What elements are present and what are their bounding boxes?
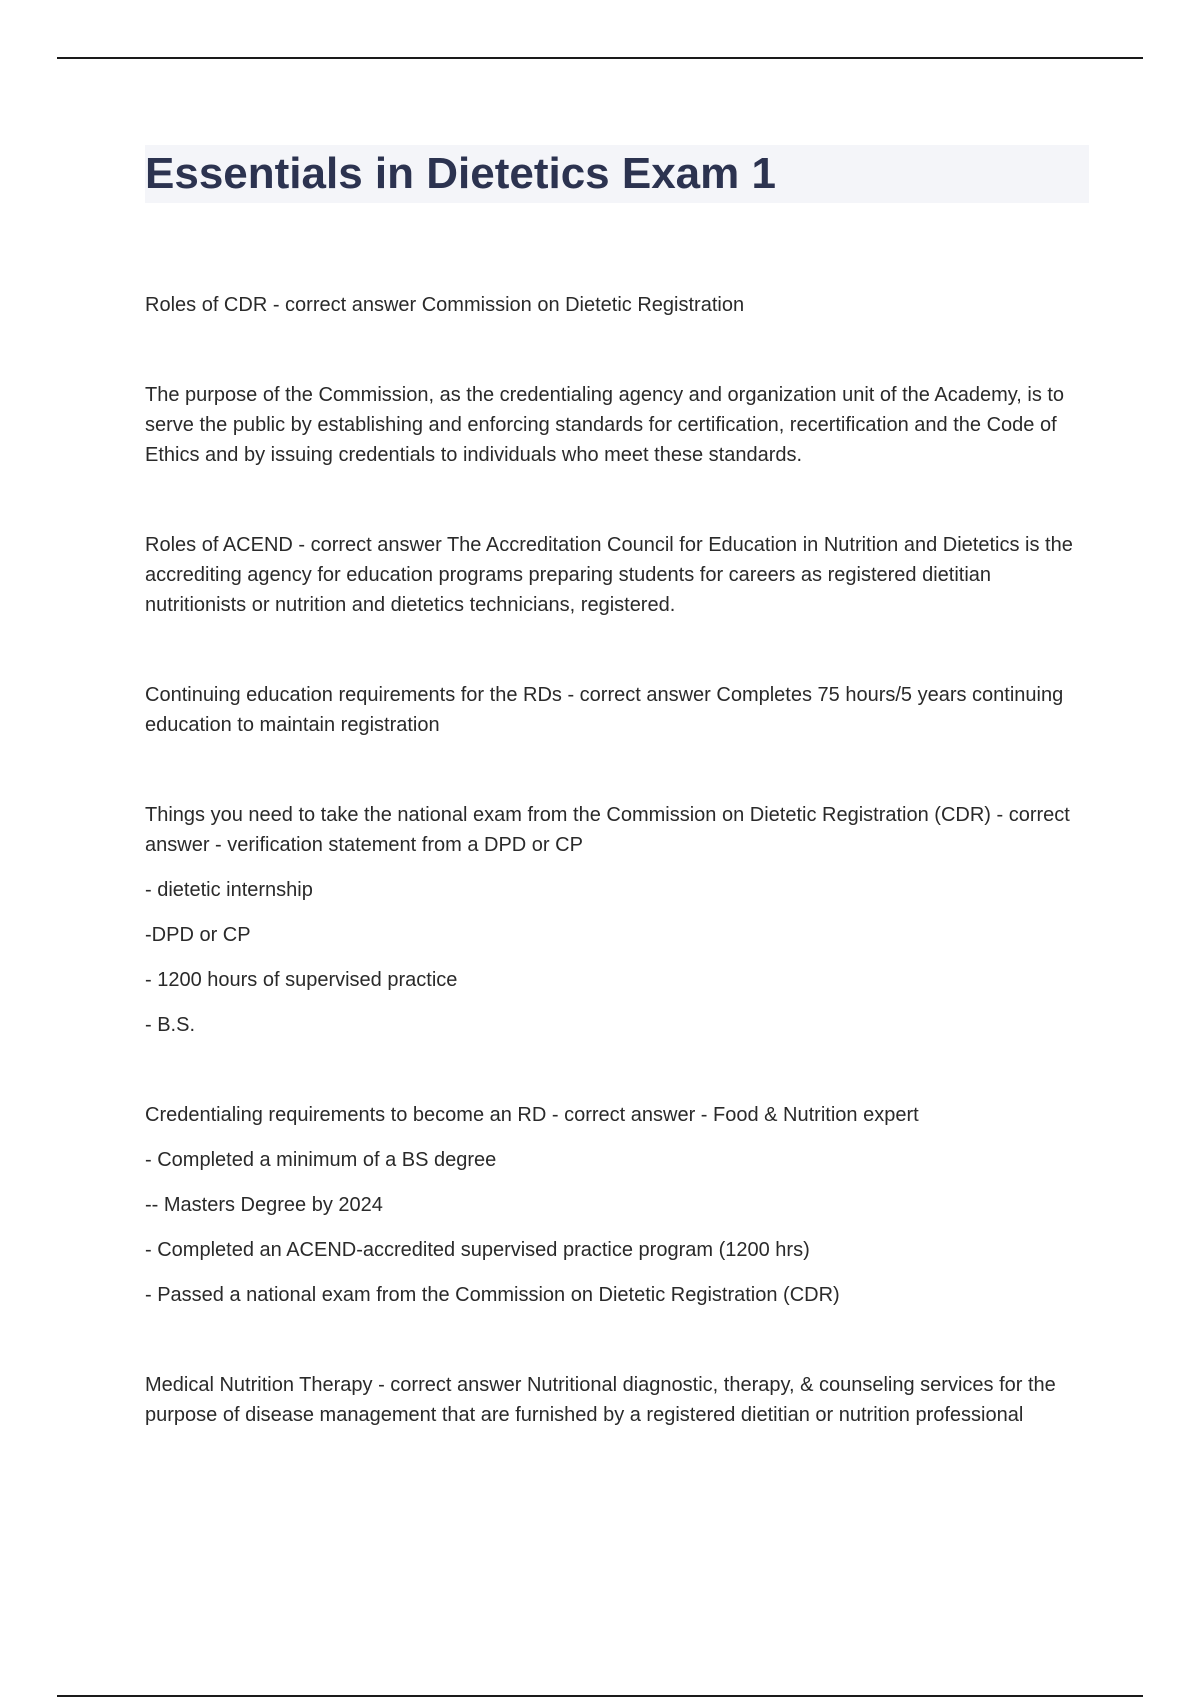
list-item: -- Masters Degree by 2024 xyxy=(145,1194,383,1216)
list-item: - Completed an ACEND-accredited supervised practice program (1200 hrs) xyxy=(145,1239,810,1261)
list-item: - dietetic internship xyxy=(145,879,313,901)
list-item: - B.S. xyxy=(145,1014,196,1036)
entry-text: Medical Nutrition Therapy - correct answer Nutritional diagnostic, therapy, & counseling services for the purpose of disease management that are furnished by a registered dietitian or nutrition professional xyxy=(145,1374,1056,1426)
qa-entry xyxy=(145,530,1090,620)
header-rule xyxy=(57,57,1143,59)
entry-text: Credentialing requirements to become an RD - correct answer - Food & Nutrition expert xyxy=(145,1104,919,1126)
title-banner xyxy=(145,145,1089,203)
entry-text: Roles of ACEND - correct answer The Accreditation Council for Education in Nutrition and Dietetics is the accrediting agency for education programs preparing students for careers as registered dietitian nutritionists or nutrition and dietetics technicians, registered. xyxy=(145,534,1073,616)
qa-entry xyxy=(145,290,1090,320)
entry-text: Things you need to take the national exam from the Commission on Dietetic Registration (CDR) - correct answer - verification statement from a DPD or CP xyxy=(145,804,1070,856)
qa-entry xyxy=(145,1100,1090,1310)
document-body xyxy=(145,290,1090,1490)
footer-rule xyxy=(57,1695,1143,1697)
entry-text: Roles of CDR - correct answer Commission on Dietetic Registration xyxy=(145,294,745,316)
qa-entry xyxy=(145,680,1090,740)
list-item: - Passed a national exam from the Commission on Dietetic Registration (CDR) xyxy=(145,1284,840,1306)
entry-text: Continuing education requirements for the RDs - correct answer Completes 75 hours/5 years continuing education to maintain registration xyxy=(145,684,1064,736)
qa-entry xyxy=(145,1370,1090,1430)
list-item: - 1200 hours of supervised practice xyxy=(145,969,458,991)
list-item: -DPD or CP xyxy=(145,924,251,946)
document-title: Essentials in Dietetics Exam 1 xyxy=(145,149,776,198)
qa-entry xyxy=(145,800,1090,1040)
entry-text: The purpose of the Commission, as the credentialing agency and organization unit of the Academy, is to serve the public by establishing and enforcing standards for certification, recertification and the Code of Ethics and by issuing credentials to individuals who meet these standards. xyxy=(145,384,1065,466)
qa-entry xyxy=(145,380,1090,470)
list-item: - Completed a minimum of a BS degree xyxy=(145,1149,497,1171)
